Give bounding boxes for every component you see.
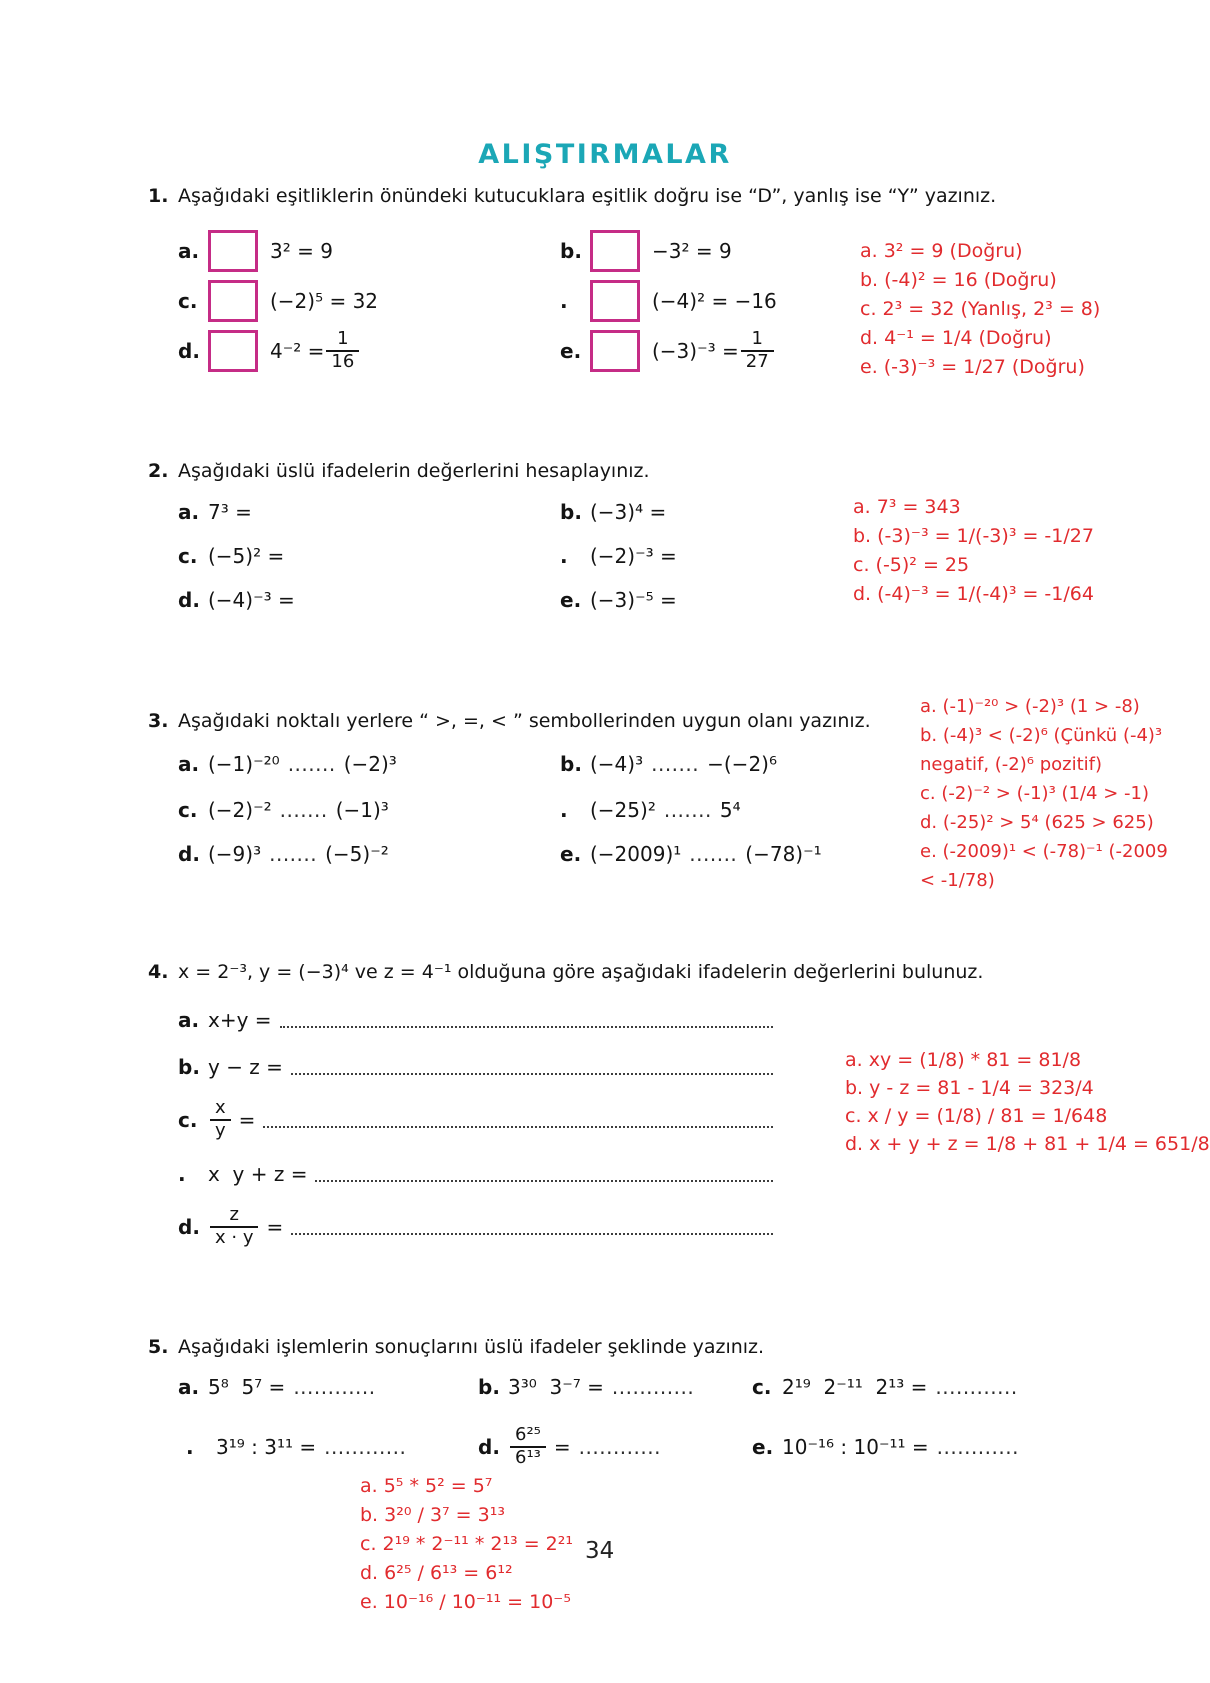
q3-item-b <box>560 752 777 776</box>
item-label: a. <box>178 500 200 524</box>
answer-blank[interactable]: ............ <box>611 1375 695 1399</box>
answer-line: d. 6²⁵ / 6¹³ = 6¹² <box>360 1562 513 1584</box>
answer-line: a. xy = (1/8) * 81 = 81/8 <box>845 1049 1082 1071</box>
item-label: c. <box>752 1375 772 1399</box>
item-label: e. <box>560 588 582 612</box>
answer-line: b. y - z = 81 - 1/4 = 323/4 <box>845 1077 1094 1099</box>
fraction <box>210 1098 231 1141</box>
item-expression: (−4)² = −16 <box>652 289 777 313</box>
item-expression: (−2)⁻³ = <box>590 544 677 568</box>
answer-blank[interactable]: ....... <box>287 752 336 776</box>
answer-box[interactable] <box>208 230 258 272</box>
item-expression: (−1)⁻²⁰ <box>208 752 280 776</box>
q1-prompt: Aşağıdaki eşitliklerin önündeki kutucuklara eşitlik doğru ise “D”, yanlış ise “Y” yazınız. <box>178 185 997 207</box>
answer-line: < -1/78) <box>920 870 995 891</box>
item-label: . <box>560 798 568 822</box>
q1-item-a <box>178 230 333 272</box>
item-label: e. <box>752 1435 774 1459</box>
item-label: b. <box>560 752 582 776</box>
fraction-denominator: y <box>210 1119 231 1142</box>
answer-line: b. (-4)³ < (-2)⁶ (Çünkü (-4)³ <box>920 725 1163 746</box>
item-expression: = <box>266 1215 284 1239</box>
page-title: ALIŞTIRMALAR <box>478 139 732 170</box>
answer-line: b. 3²⁰ / 3⁷ = 3¹³ <box>360 1504 505 1526</box>
q3-item-e <box>560 842 822 866</box>
answer-line: c. 2³ = 32 (Yanlış, 2³ = 8) <box>860 298 1101 320</box>
q2-number: 2. <box>148 460 169 482</box>
q2-answers <box>853 493 1094 609</box>
item-expression: −3² = 9 <box>652 239 732 263</box>
fraction-denominator: x · y <box>210 1226 258 1249</box>
q4-item-b <box>178 1055 773 1079</box>
fraction-numerator: 1 <box>337 328 349 350</box>
fraction-denominator: 16 <box>326 350 359 373</box>
q2-item-b <box>560 500 666 524</box>
q1-item-c <box>178 280 378 322</box>
item-expression: (−5)² = <box>208 544 285 568</box>
item-expression: −(−2)⁶ <box>707 752 777 776</box>
answer-line: d. (-4)⁻³ = 1/(-4)³ = -1/64 <box>853 583 1094 605</box>
answer-blank[interactable]: ............ <box>293 1375 376 1399</box>
answer-line: c. 2¹⁹ * 2⁻¹¹ * 2¹³ = 2²¹ <box>360 1533 573 1555</box>
item-label: a. <box>178 1008 200 1032</box>
item-expression: 3¹⁹ : 3¹¹ = <box>216 1435 317 1459</box>
item-label: d. <box>478 1435 500 1459</box>
q2-item-d <box>178 588 295 612</box>
item-label: b. <box>478 1375 500 1399</box>
item-expression: 5⁴ <box>719 798 741 822</box>
answer-blank[interactable] <box>263 1126 773 1128</box>
item-label: a. <box>178 1375 200 1399</box>
item-label: e. <box>560 339 582 363</box>
item-expression: y − z = <box>208 1055 283 1079</box>
answer-line: c. x / y = (1/8) / 81 = 1/648 <box>845 1105 1108 1127</box>
q5-item-e <box>752 1420 1027 1474</box>
item-expression: 2¹⁹ 2⁻¹¹ 2¹³ = <box>782 1375 928 1399</box>
q5-answers <box>360 1472 573 1617</box>
item-label: a. <box>178 239 200 263</box>
q3-item-d <box>178 842 389 866</box>
item-expression: (−4)⁻³ = <box>208 588 295 612</box>
answer-box[interactable] <box>208 280 258 322</box>
answer-line: d. 4⁻¹ = 1/4 (Doğru) <box>860 327 1052 349</box>
q4-item-a <box>178 1008 773 1032</box>
item-expression: (−9)³ <box>208 842 262 866</box>
item-label: . <box>560 544 568 568</box>
answer-line: c. (-5)² = 25 <box>853 554 970 576</box>
q5-item-a <box>178 1375 384 1399</box>
answer-line: b. (-4)² = 16 (Doğru) <box>860 269 1057 291</box>
q4-header <box>148 959 1158 985</box>
answer-blank[interactable]: ............ <box>324 1435 407 1459</box>
item-expression: (−25)² <box>590 798 656 822</box>
fraction <box>326 329 359 372</box>
fraction <box>210 1205 258 1248</box>
item-expression: (−5)⁻² <box>325 842 389 866</box>
item-label: c. <box>178 544 198 568</box>
q2-item-a <box>178 500 252 524</box>
q3-header <box>148 708 908 734</box>
item-expression: x+y = <box>208 1008 272 1032</box>
answer-line: e. (-2009)¹ < (-78)⁻¹ (-2009 <box>920 841 1168 862</box>
q2-header <box>148 458 1048 484</box>
answer-blank[interactable]: ............ <box>935 1375 1018 1399</box>
answer-box[interactable] <box>590 280 640 322</box>
item-expression: (−2009)¹ <box>590 842 682 866</box>
answer-blank[interactable] <box>315 1180 773 1182</box>
q2-item-c <box>178 544 284 568</box>
item-label: d. <box>178 588 200 612</box>
item-expression: 3³⁰ 3⁻⁷ = <box>508 1375 604 1399</box>
answer-blank[interactable]: ....... <box>689 842 738 866</box>
page-number: 34 <box>585 1538 615 1564</box>
fraction-denominator: 6¹³ <box>510 1446 546 1469</box>
item-label: b. <box>560 239 582 263</box>
answer-box[interactable] <box>208 330 258 372</box>
answer-blank[interactable]: ............ <box>936 1435 1019 1459</box>
answer-blank[interactable] <box>291 1073 773 1075</box>
q1-item-d <box>178 322 367 380</box>
q4-number: 4. <box>148 961 169 983</box>
answer-line: c. (-2)⁻² > (-1)³ (1/4 > -1) <box>920 783 1149 804</box>
answer-line: b. (-3)⁻³ = 1/(-3)³ = -1/27 <box>853 525 1094 547</box>
q4-item-c <box>178 1092 773 1148</box>
answer-line: negatif, (-2)⁶ pozitif) <box>920 754 1103 775</box>
item-expression: (−3)⁻³ = <box>652 339 739 363</box>
q5-item-b <box>478 1375 702 1399</box>
item-label: d. <box>178 842 200 866</box>
q2-prompt: Aşağıdaki üslü ifadelerin değerlerini hesaplayınız. <box>178 460 650 482</box>
q4-item-cc <box>178 1162 773 1186</box>
answer-line: a. 5⁵ * 5² = 5⁷ <box>360 1475 493 1497</box>
answer-line: a. (-1)⁻²⁰ > (-2)³ (1 > -8) <box>920 696 1140 717</box>
item-label: e. <box>560 842 582 866</box>
q5-number: 5. <box>148 1336 169 1358</box>
answer-box[interactable] <box>590 230 640 272</box>
item-expression: x y + z = <box>208 1162 308 1186</box>
item-label: c. <box>178 289 198 313</box>
q5-header <box>148 1334 1048 1360</box>
item-label: b. <box>178 1055 200 1079</box>
item-label: d. <box>178 1215 200 1239</box>
q3-item-c <box>178 798 389 822</box>
item-expression: 3² = 9 <box>270 239 333 263</box>
fraction-numerator: 1 <box>751 328 763 350</box>
q1-answers <box>860 237 1100 382</box>
item-expression: = <box>553 1435 571 1459</box>
fraction-numerator: 6²⁵ <box>515 1424 541 1446</box>
answer-line: a. 3² = 9 (Doğru) <box>860 240 1023 262</box>
q2-item-cc <box>560 544 677 568</box>
item-label: d. <box>178 339 200 363</box>
answer-blank[interactable]: ....... <box>663 798 712 822</box>
q3-number: 3. <box>148 710 169 732</box>
q5-item-d <box>478 1420 669 1474</box>
item-label: c. <box>178 798 198 822</box>
q1-number: 1. <box>148 185 169 207</box>
q4-answers <box>845 1046 1210 1158</box>
fraction <box>741 329 774 372</box>
item-expression: (−3)⁴ = <box>590 500 667 524</box>
q1-item-cc <box>560 280 777 322</box>
item-label: . <box>186 1435 194 1459</box>
item-expression: (−2)⁻² <box>208 798 272 822</box>
q5-item-cc <box>186 1420 414 1474</box>
fraction-denominator: 27 <box>741 350 774 373</box>
q4-prompt: x = 2⁻³, y = (−3)⁴ ve z = 4⁻¹ olduğuna göre aşağıdaki ifadelerin değerlerini bulunuz. <box>178 961 984 983</box>
q4-item-d <box>178 1198 773 1256</box>
q3-item-cc <box>560 798 741 822</box>
item-expression: 5⁸ 5⁷ = <box>208 1375 286 1399</box>
q3-answers <box>920 692 1168 895</box>
item-expression: (−2)⁵ = 32 <box>270 289 379 313</box>
answer-line: e. (-3)⁻³ = 1/27 (Doğru) <box>860 356 1085 378</box>
q1-item-b <box>560 230 732 272</box>
fraction-numerator: z <box>229 1204 239 1226</box>
answer-box[interactable] <box>590 330 640 372</box>
answer-line: e. 10⁻¹⁶ / 10⁻¹¹ = 10⁻⁵ <box>360 1591 571 1613</box>
q1-header <box>148 183 1148 209</box>
item-label: a. <box>178 752 200 776</box>
answer-blank[interactable]: ....... <box>269 842 318 866</box>
item-label: c. <box>178 1108 198 1132</box>
item-label: . <box>560 289 568 313</box>
answer-blank[interactable] <box>280 1026 773 1028</box>
answer-blank[interactable]: ....... <box>651 752 700 776</box>
q3-prompt: Aşağıdaki noktalı yerlere “ >, =, < ” sembollerinden uygun olanı yazınız. <box>178 710 871 732</box>
q3-item-a <box>178 752 397 776</box>
q2-item-e <box>560 588 677 612</box>
answer-line: d. (-25)² > 5⁴ (625 > 625) <box>920 812 1154 833</box>
answer-line: a. 7³ = 343 <box>853 496 961 518</box>
item-expression: 4⁻² = <box>270 339 325 363</box>
answer-blank[interactable] <box>291 1233 773 1235</box>
q5-prompt: Aşağıdaki işlemlerin sonuçlarını üslü ifadeler şeklinde yazınız. <box>178 1336 765 1358</box>
item-expression: (−2)³ <box>343 752 397 776</box>
item-expression: (−3)⁻⁵ = <box>590 588 677 612</box>
fraction <box>510 1425 546 1468</box>
item-expression: 10⁻¹⁶ : 10⁻¹¹ = <box>782 1435 929 1459</box>
item-expression: 7³ = <box>208 500 252 524</box>
fraction-numerator: x <box>215 1097 226 1119</box>
item-label: b. <box>560 500 582 524</box>
answer-blank[interactable]: ............ <box>578 1435 661 1459</box>
item-label: . <box>178 1162 186 1186</box>
answer-blank[interactable]: ....... <box>279 798 328 822</box>
item-expression: (−78)⁻¹ <box>745 842 822 866</box>
item-expression: = <box>238 1108 256 1132</box>
q5-item-c <box>752 1375 1026 1399</box>
answer-line: d. x + y + z = 1/8 + 81 + 1/4 = 651/8 <box>845 1133 1210 1155</box>
q1-item-e <box>560 322 782 380</box>
item-expression: (−1)³ <box>335 798 389 822</box>
item-expression: (−4)³ <box>590 752 644 776</box>
